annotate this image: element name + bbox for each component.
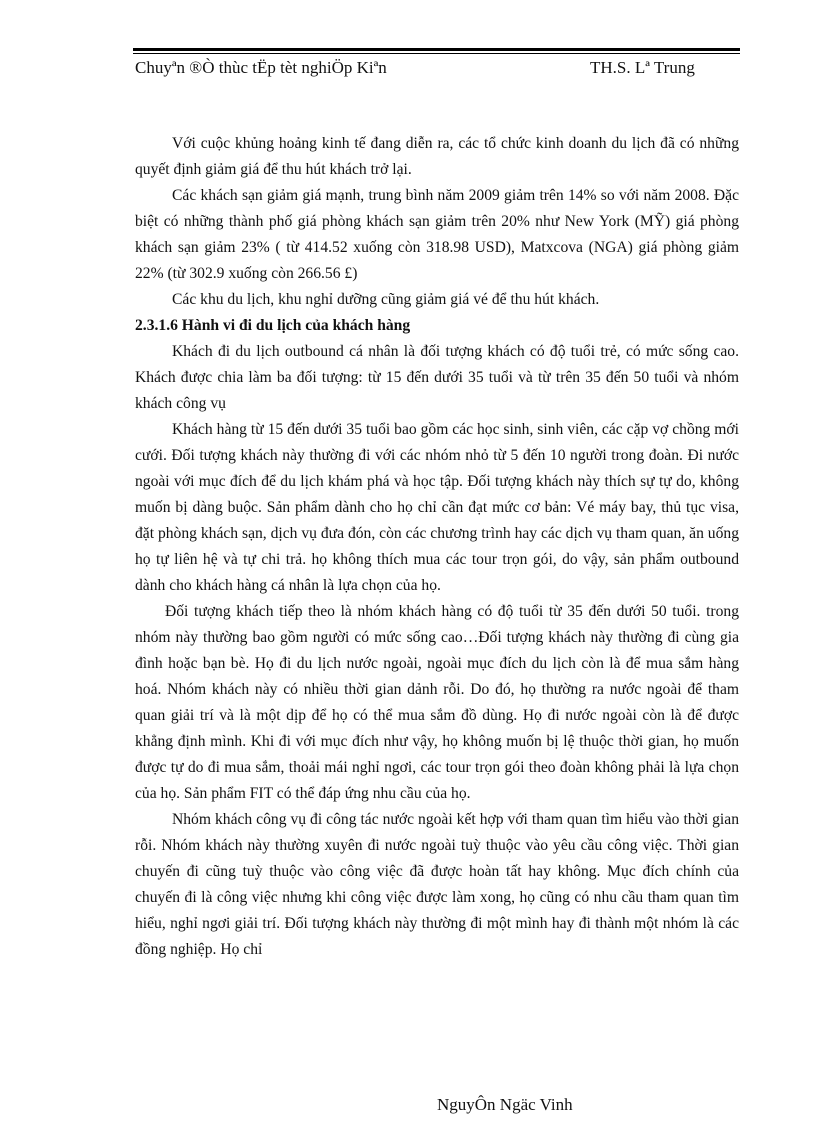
header-author: TH.S. Lª Trung	[590, 58, 695, 77]
page-header	[135, 56, 735, 80]
header-title: Chuyªn ®Ò thùc tËp tèt nghiÖp Kiªn	[135, 58, 387, 77]
page-body	[135, 131, 739, 963]
paragraph: Khách đi du lịch outbound cá nhân là đối tượng khách có độ tuổi trẻ, có mức sống cao. Khách được chia làm ba đối tượng: từ 15 đến dưới 35 tuổi và từ trên 35 đến 50 tuổi và nhóm khách công vụ	[135, 343, 739, 412]
paragraph: Các khách sạn giảm giá mạnh, trung bình năm 2009 giảm trên 14% so với năm 2008. Đặc biệt có những thành phố giá phòng khách sạn giảm trên 20% như New York (MỸ) giá phòng khách sạn giảm 23% ( từ 414.52 xuống còn 318.98 USD), Matxcova (NGA) giá phòng giảm 22% (từ 302.9 xuống còn 266.56 £)	[135, 187, 739, 282]
section-heading: 2.3.1.6 Hành vi đi du lịch của khách hàng	[135, 317, 411, 334]
paragraph: Nhóm khách công vụ đi công tác nước ngoài kết hợp với tham quan tìm hiểu vào thời gian rỗi. Nhóm khách này thường xuyên đi nước ngoài tuỳ thuộc vào yêu cầu công việc. Thời gian chuyến đi cũng tuỳ thuộc vào công việc đã được hoàn tất hay không. Mục đích chính của chuyến đi là công việc nhưng khi công việc được làm xong, họ cũng có nhu cầu tham quan tìm hiểu, nghỉ ngơi giải trí. Đối tượng khách này thường đi một mình hay đi thành một nhóm là các đồng nghiệp. Họ chỉ	[135, 811, 739, 958]
paragraph: Khách hàng từ 15 đến dưới 35 tuổi bao gồm các học sinh, sinh viên, các cặp vợ chồng mới cưới. Đối tượng khách này thường đi với các nhóm nhỏ từ 5 đến 10 người trong đoàn. Đi nước ngoài với mục đích để du lịch khám phá và học tập. Đối tượng khách này thích sự tự do, không muốn bị dàng buộc. Sản phẩm dành cho họ chỉ cần đạt mức cơ bản: Vé máy bay, thủ tục visa, đặt phòng khách sạn, dịch vụ đưa đón, còn các chương trình hay các dịch vụ tham quan, ăn uống họ tự liên hệ và tự chi trả. họ không thích mua các tour trọn gói, do vậy, sản phẩm outbound dành cho khách hàng cá nhân là lựa chọn của họ.	[135, 421, 739, 594]
header-rule-thick	[133, 48, 740, 51]
page-footer-author: NguyÔn Ngäc Vinh	[437, 1095, 573, 1114]
paragraph: Với cuộc khủng hoảng kinh tế đang diễn ra, các tổ chức kinh doanh du lịch đã có những quyết định giảm giá để thu hút khách trở lại.	[135, 135, 739, 178]
paragraph: Các khu du lịch, khu nghỉ dưỡng cũng giảm giá vé để thu hút khách.	[172, 291, 600, 308]
paragraph: Đối tượng khách tiếp theo là nhóm khách hàng có độ tuổi từ 35 đến dưới 50 tuổi. trong nhóm này thường bao gồm người có mức sống cao…Đối tượng khách này thường đi cùng gia đình hoặc bạn bè. Họ đi du lịch nước ngoài, ngoài mục đích du lịch còn là để mua sắm hàng hoá. Nhóm khách này có nhiều thời gian dảnh rỗi. Do đó, họ thường ra nước ngoài để tham quan giải trí và là một dịp để họ có thể mua sắm đồ dùng. Họ đi nước ngoài còn là để được khẳng định mình. Khi đi với mục đích như vậy, họ không muốn bị lệ thuộc thời gian, họ muốn được tự do đi mua sắm, thoải mái nghỉ ngơi, các tour trọn gói theo đoàn không phải là lựa chọn của họ. Sản phẩm FIT có thể đáp ứng nhu cầu của họ.	[135, 603, 739, 802]
header-rule-thin	[133, 53, 740, 54]
